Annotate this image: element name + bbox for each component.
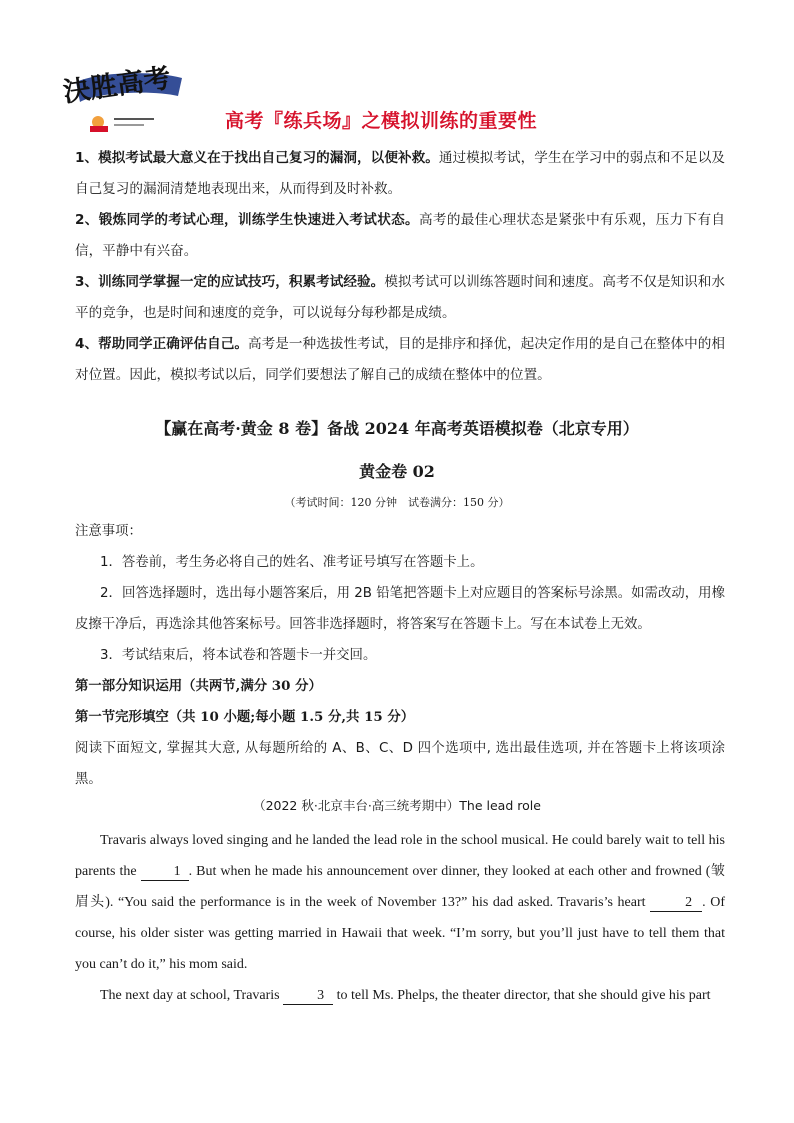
exam-title: 【赢在高考·黄金 8 卷】备战 2024 年高考英语模拟卷（北京专用）: [155, 419, 639, 438]
promo-point: 3、训练同学掌握一定的应试技巧，积累考试经验。模拟考试可以训练答题时间和速度。高考不仅是知识和水平的竞争，也是时间和速度的竞争，可以说每分每秒都是成绩。: [75, 274, 726, 321]
promo-list: [75, 143, 725, 391]
blank-3: 3: [283, 987, 333, 1005]
passage: [75, 825, 725, 1011]
brand-logo: [58, 52, 188, 138]
passage-paragraph: Travaris always loved singing and he landed the lead role in the school musical. He could barely wait to tell his parents the 1 . But when he made his announcement over dinner, they looked at each other and frowned (皱眉头). “You said the performance is in the week of November 13?” his dad asked. Travaris’s heart 2 . Of course, his older sister was getting married in Hawaii that week. “I’m sorry, but you’ll just have to tell them that you can’t do it,” his mom said.: [75, 833, 725, 972]
paper-title: 黄金卷 02: [359, 462, 435, 481]
exam-time: （考试时间：120 分钟 试卷满分：150 分）: [284, 496, 510, 509]
promo-point: 2、锻炼同学的考试心理，训练学生快速进入考试状态。高考的最佳心理状态是紧张中有乐观，压力下有自信，平静中有兴奋。: [75, 212, 725, 259]
blank-2: 2: [650, 894, 702, 912]
exam-notes: [75, 516, 725, 795]
notes-heading: 注意事项：: [75, 524, 142, 539]
promo-point: 4、帮助同学正确评估自己。高考是一种选拔性考试，目的是排序和择优，起决定作用的是自己在整体中的相对位置。因此，模拟考试以后，同学们要想法了解自己的成绩在整体中的位置。: [75, 336, 726, 383]
passage-paragraph: The next day at school, Travaris 3 to tell Ms. Phelps, the theater director, that she should give his part: [100, 988, 711, 1003]
part-heading: 第一部分知识运用（共两节,满分 30 分）: [75, 678, 322, 694]
passage-source: （2022 秋·北京丰台·高三统考期中）The lead role: [253, 798, 541, 813]
section-instruction: 阅读下面短文, 掌握其大意, 从每题所给的 A、B、C、D 四个选项中, 选出最佳选项, 并在答题卡上将该项涂黑。: [75, 741, 725, 787]
promo-point: 1、模拟考试最大意义在于找出自己复习的漏洞，以便补救。通过模拟考试，学生在学习中的弱点和不足以及自己复习的漏洞清楚地表现出来，从而得到及时补救。: [75, 150, 725, 197]
note-item: 2．回答选择题时，选出每小题答案后，用 2B 铅笔把答题卡上对应题目的答案标号涂黑。如需改动，用橡皮擦干净后，再选涂其他答案标号。回答非选择题时，将答案写在答题卡上。写在本试卷上无效。: [75, 586, 725, 632]
brand-logo-icon: [58, 52, 188, 138]
note-item: 3．考试结束后，将本试卷和答题卡一并交回。: [100, 648, 377, 663]
promo-title: 高考『练兵场』之模拟训练的重要性: [225, 110, 538, 132]
section-heading: 第一节完形填空（共 10 小题;每小题 1.5 分,共 15 分）: [75, 709, 415, 725]
note-item: 1．答卷前，考生务必将自己的姓名、准考证号填写在答题卡上。: [100, 555, 484, 570]
svg-text:決胜高考: 決胜高考: [61, 62, 173, 109]
blank-1: 1: [141, 863, 189, 881]
